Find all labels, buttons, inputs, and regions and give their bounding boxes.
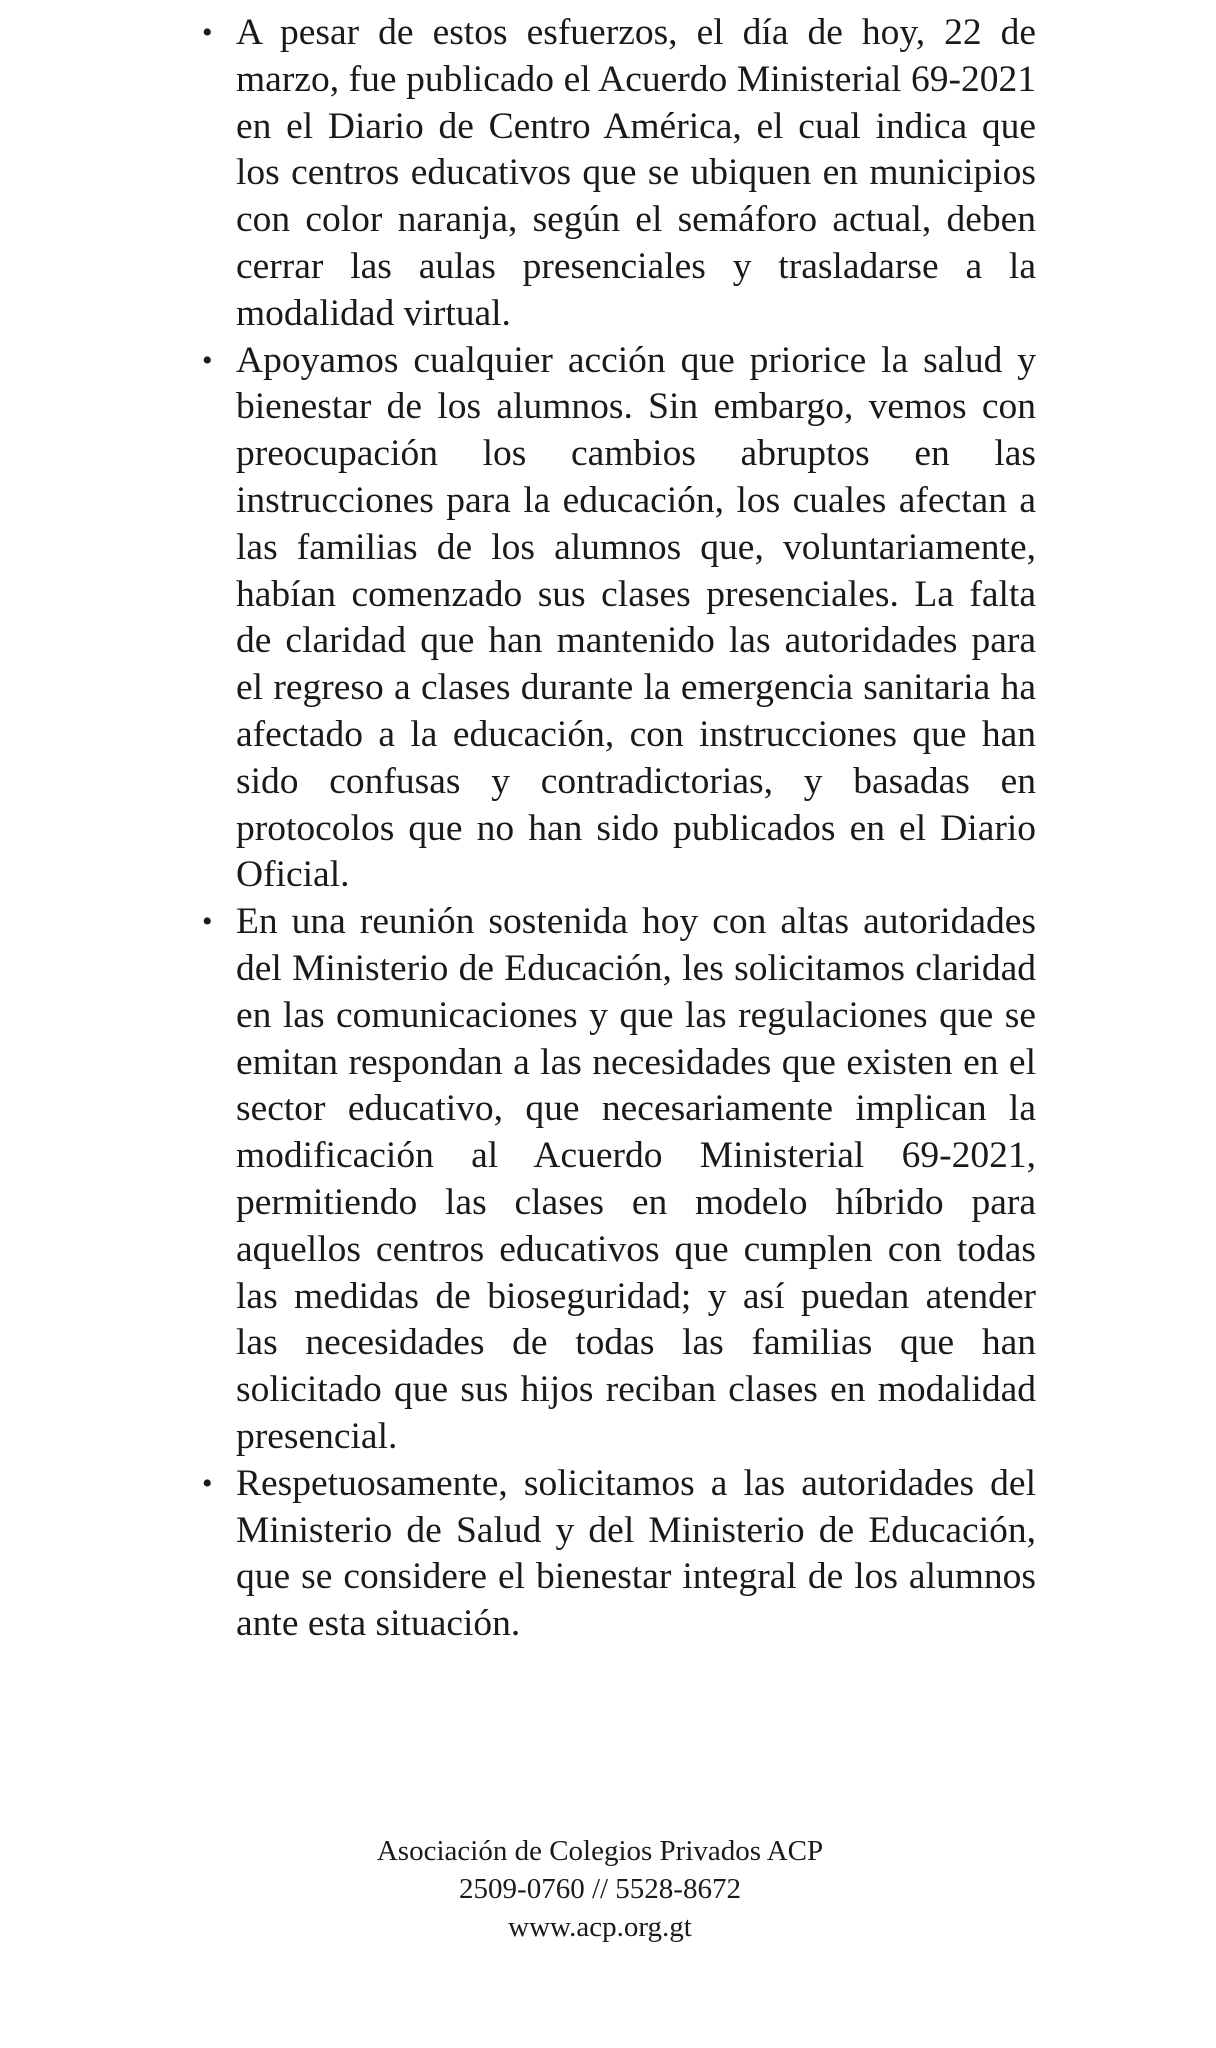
bullet-dot-icon: • [202, 905, 213, 939]
bullet-item-1 [200, 10, 1036, 338]
website-address: www.acp.org.gt [508, 1911, 692, 1943]
bullet-text: En una reunión sostenida hoy con altas autoridades del Ministerio de Educación, les solicitamos claridad en las comunicaciones y que las regulaciones que se emitan respondan a las necesidades que existen en el sector educativo, que necesariamente implican la modificación al Acuerdo Ministerial 69-2021, permitiendo las clases en modelo híbrido para aquellos centros educativos que cumplen con todas las medidas de bioseguridad; y así puedan atender las necesidades de todas las familias que han solicitado que sus hijos reciban clases en modalidad presencial. [236, 901, 1036, 1457]
organization-name: Asociación de Colegios Privados ACP [376, 1835, 824, 1867]
bullet-dot-icon: • [202, 16, 213, 49]
phone-numbers: 2509-0760 // 5528-8672 [459, 1873, 741, 1905]
signature-footer [0, 1832, 1200, 1946]
bullet-dot-icon: • [202, 343, 213, 377]
bullet-dot-icon: • [202, 1466, 213, 1500]
statement-bullet-list [200, 10, 1036, 1648]
bullet-text: Apoyamos cualquier acción que priorice la salud y bienestar de los alumnos. Sin embargo, vemos con preocupación los cambios abruptos en las instrucciones para la educación, los cuales afectan a las familias de los alumnos que, voluntariamente, habían comenzado sus clases presenciales. La falta de claridad que han mantenido las autoridades para el regreso a clases durante la emergencia sanitaria ha afectado a la educación, con instrucciones que han sido confusas y contradictorias, y basadas en protocolos que no han sido publicados en el Diario Oficial. [236, 339, 1036, 896]
bullet-item-4 [200, 1461, 1036, 1648]
bullet-item-2 [200, 338, 1036, 900]
bullet-text: A pesar de estos esfuerzos, el día de hoy, 22 de marzo, fue publicado el Acuerdo Ministerial 69-2021 en el Diario de Centro América, el cual indica que los centros educativos que se ubiquen en municipios con color naranja, según el semáforo actual, deben cerrar las aulas presenciales y trasladarse a la modalidad virtual. [236, 12, 1036, 334]
bullet-text: Respetuosamente, solicitamos a las autoridades del Ministerio de Salud y del Ministerio de Educación, que se considere el bienestar integral de los alumnos ante esta situación. [236, 1462, 1036, 1645]
bullet-item-3 [200, 899, 1036, 1461]
